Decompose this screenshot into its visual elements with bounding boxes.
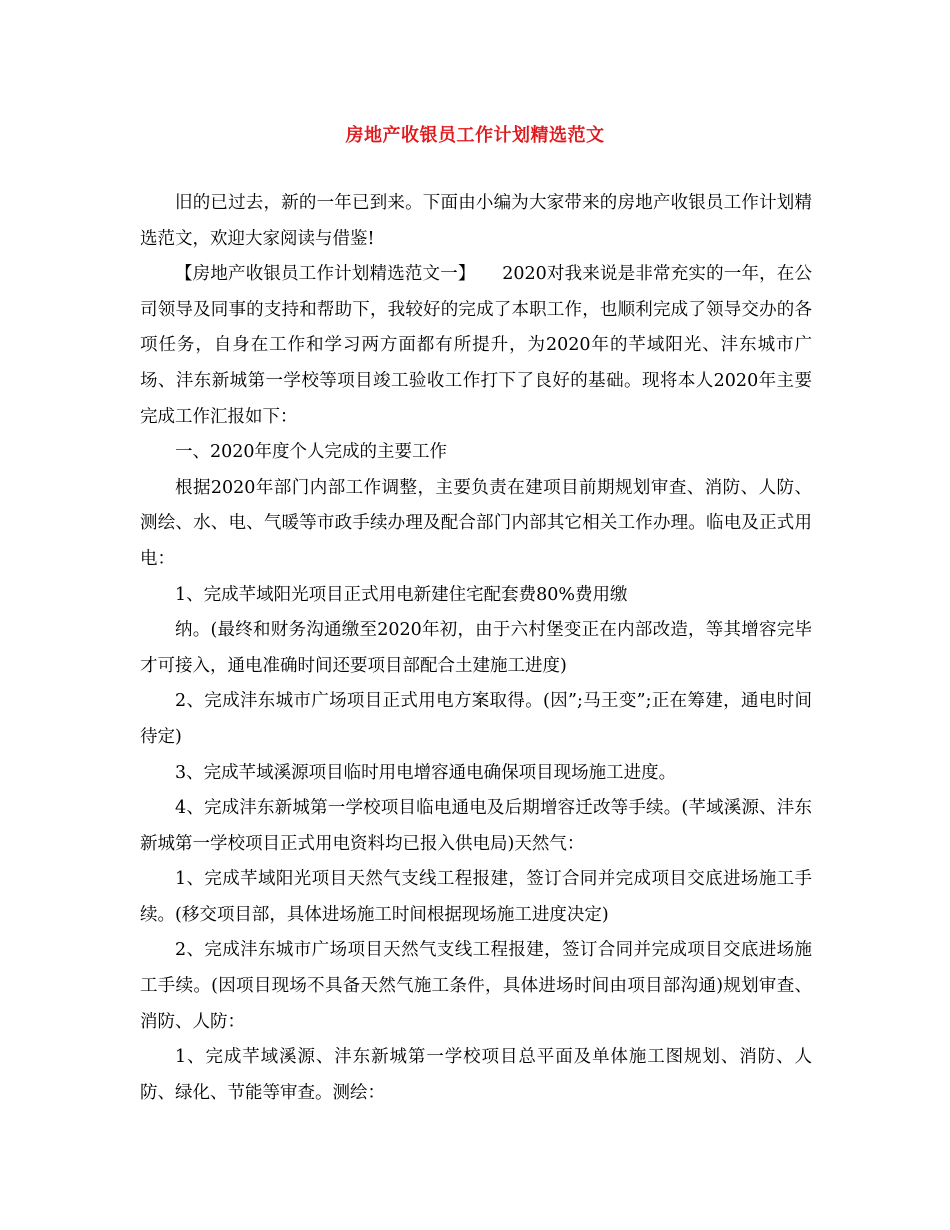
document-body	[140, 186, 812, 1111]
list-item: 2、完成沣东城市广场项目天然气支线工程报建，签订合同并完成项目交底进场施工手续。(因项目现场不具备天然气施工条件，具体进场时间由项目部沟通)规划审查、消防、人防：	[140, 940, 812, 1032]
list-item: 2、完成沣东城市广场项目正式用电方案取得。(因”;马王变”;正在筹建，通电时间待定)	[140, 691, 812, 747]
list-item: 1、完成芊域溪源、沣东新城第一学校项目总平面及单体施工图规划、消防、人防、绿化、节能等审查。测绘：	[140, 1047, 812, 1103]
list-item: 1、完成芊域阳光项目天然气支线工程报建，签订合同并完成项目交底进场施工手续。(移交项目部，具体进场施工时间根据现场施工进度决定)	[140, 869, 812, 925]
paragraph-intro: 旧的已过去，新的一年已到来。下面由小编为大家带来的房地产收银员工作计划精选范文，欢迎大家阅读与借鉴!	[140, 193, 812, 249]
document-title: 房地产收银员工作计划精选范文	[345, 125, 605, 146]
section-heading: 一、2020年度个人完成的主要工作	[175, 442, 448, 463]
paragraph-continuation: 纳。(最终和财务沟通缴至2020年初，由于六村堡变正在内部改造，等其增容完毕才可接入，通电准确时间还要项目部配合土建施工进度)	[140, 620, 812, 676]
list-item: 3、完成芊域溪源项目临时用电增容通电确保项目现场施工进度。	[175, 762, 677, 783]
paragraph-sample-one: 【房地产收银员工作计划精选范文一】 2020对我来说是非常充实的一年，在公司领导及同事的支持和帮助下，我较好的完成了本职工作，也顺利完成了领导交办的各项任务，自身在工作和学习两方面都有所提升，为2020年的芊域阳光、沣东城市广场、沣东新城第一学校等项目竣工验收工作打下了良好的基础。现将本人2020年主要完成工作汇报如下：	[140, 264, 812, 427]
list-item: 4、完成沣东新城第一学校项目临电通电及后期增容迁改等手续。(芊域溪源、沣东新城第一学校项目正式用电资料均已报入供电局)天然气：	[140, 798, 812, 854]
list-item: 1、完成芊域阳光项目正式用电新建住宅配套费80%费用缴	[175, 584, 628, 605]
paragraph-work-adjustment: 根据2020年部门内部工作调整，主要负责在建项目前期规划审查、消防、人防、测绘、水、电、气暖等市政手续办理及配合部门内部其它相关工作办理。临电及正式用电：	[140, 477, 812, 569]
